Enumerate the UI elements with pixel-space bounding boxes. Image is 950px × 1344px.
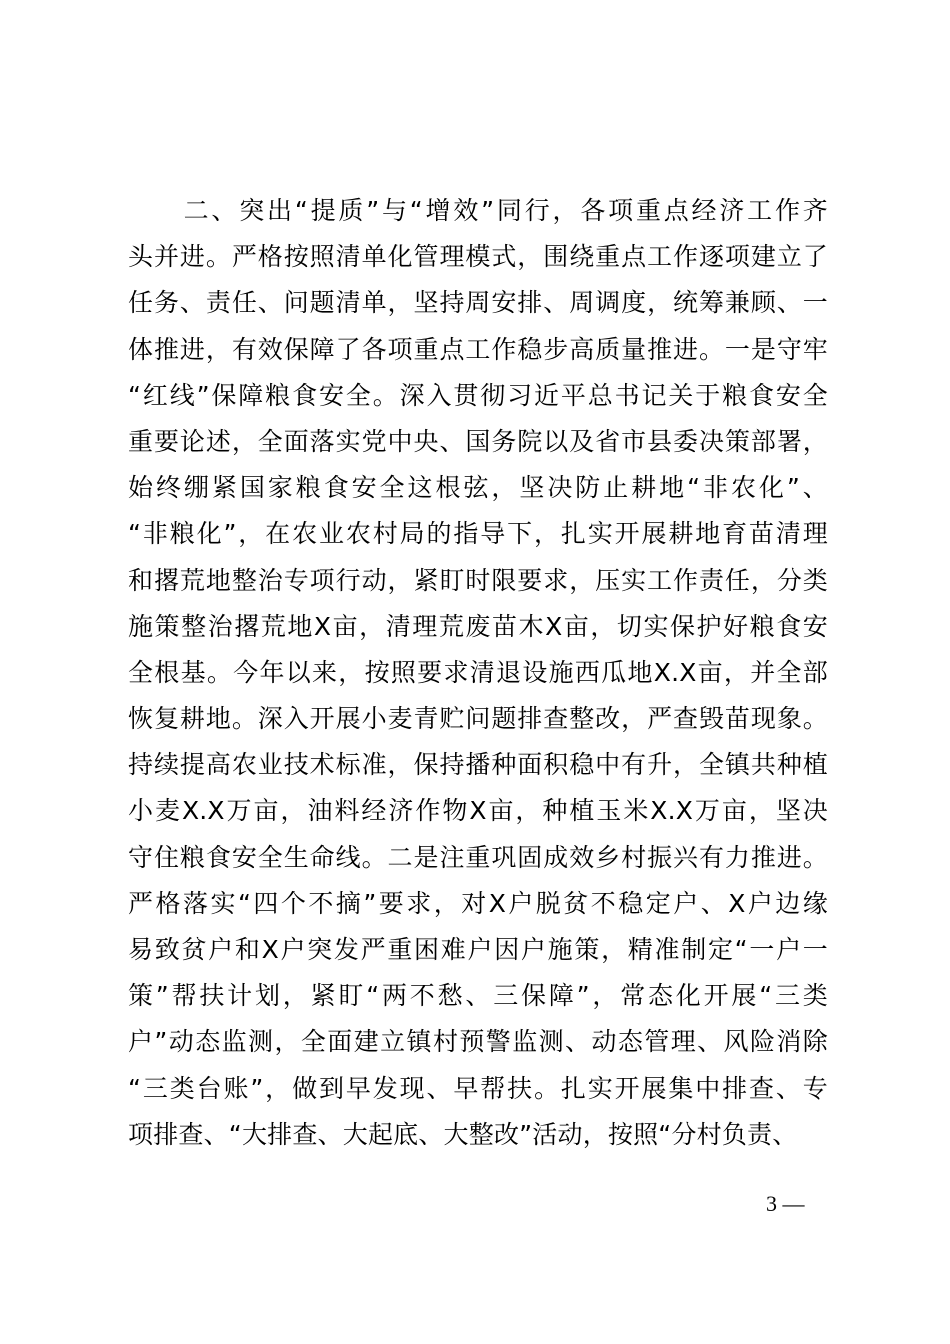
text-line: 项排查、“大排查、大起底、大整改”活动，按照“分村负责、 (128, 1119, 798, 1149)
text-line: 易致贫户和X户突发严重困难户因户施策，精准制定“一户一 (128, 935, 828, 964)
text-line: 持续提高农业技术标准，保持播种面积稳中有升，全镇共种植 (128, 750, 828, 780)
text-line: “红线”保障粮食安全。深入贯彻习近平总书记关于粮食安全 (128, 380, 828, 410)
text-line: 策”帮扶计划，紧盯“两不愁、三保障”，常态化开展“三类 (128, 981, 828, 1011)
text-line: 施策整治撂荒地X亩，清理荒废苗木X亩，切实保护好粮食安 (128, 611, 828, 641)
body-paragraph (128, 188, 828, 1158)
text-line: 恢复耕地。深入开展小麦青贮问题排查整改，严查毁苗现象。 (128, 704, 828, 734)
text-line: 任务、责任、问题清单，坚持周安排、周调度，统筹兼顾、一 (128, 288, 828, 318)
text-line: 重要论述，全面落实党中央、国务院以及省市县委决策部署， (128, 426, 828, 456)
text-line: 和撂荒地整治专项行动，紧盯时限要求，压实工作责任，分类 (128, 565, 828, 595)
text-line: 守住粮食安全生命线。二是注重巩固成效乡村振兴有力推进。 (128, 842, 828, 872)
text-line: “三类台账”，做到早发现、早帮扶。扎实开展集中排查、专 (128, 1073, 828, 1103)
text-line: “非粮化”，在农业农村局的指导下，扎实开展耕地育苗清理 (128, 519, 828, 549)
page-number: 3 — (766, 1191, 805, 1216)
text-line: 二、突出“提质”与“增效”同行，各项重点经济工作齐 (128, 196, 828, 225)
text-line: 始终绷紧国家粮食安全这根弦，坚决防止耕地“非农化”、 (128, 473, 828, 503)
text-line: 全根基。今年以来，按照要求清退设施西瓜地X.X亩，并全部 (128, 657, 828, 687)
text-line: 小麦X.X万亩，油料经济作物X亩，种植玉米X.X万亩，坚决 (128, 796, 828, 826)
text-line: 体推进，有效保障了各项重点工作稳步高质量推进。一是守牢 (128, 334, 828, 364)
text-line: 头并进。严格按照清单化管理模式，围绕重点工作逐项建立了 (128, 242, 828, 272)
text-line: 户”动态监测，全面建立镇村预警监测、动态管理、风险消除 (128, 1027, 828, 1057)
text-line: 严格落实“四个不摘”要求，对X户脱贫不稳定户、X户边缘 (128, 888, 828, 918)
